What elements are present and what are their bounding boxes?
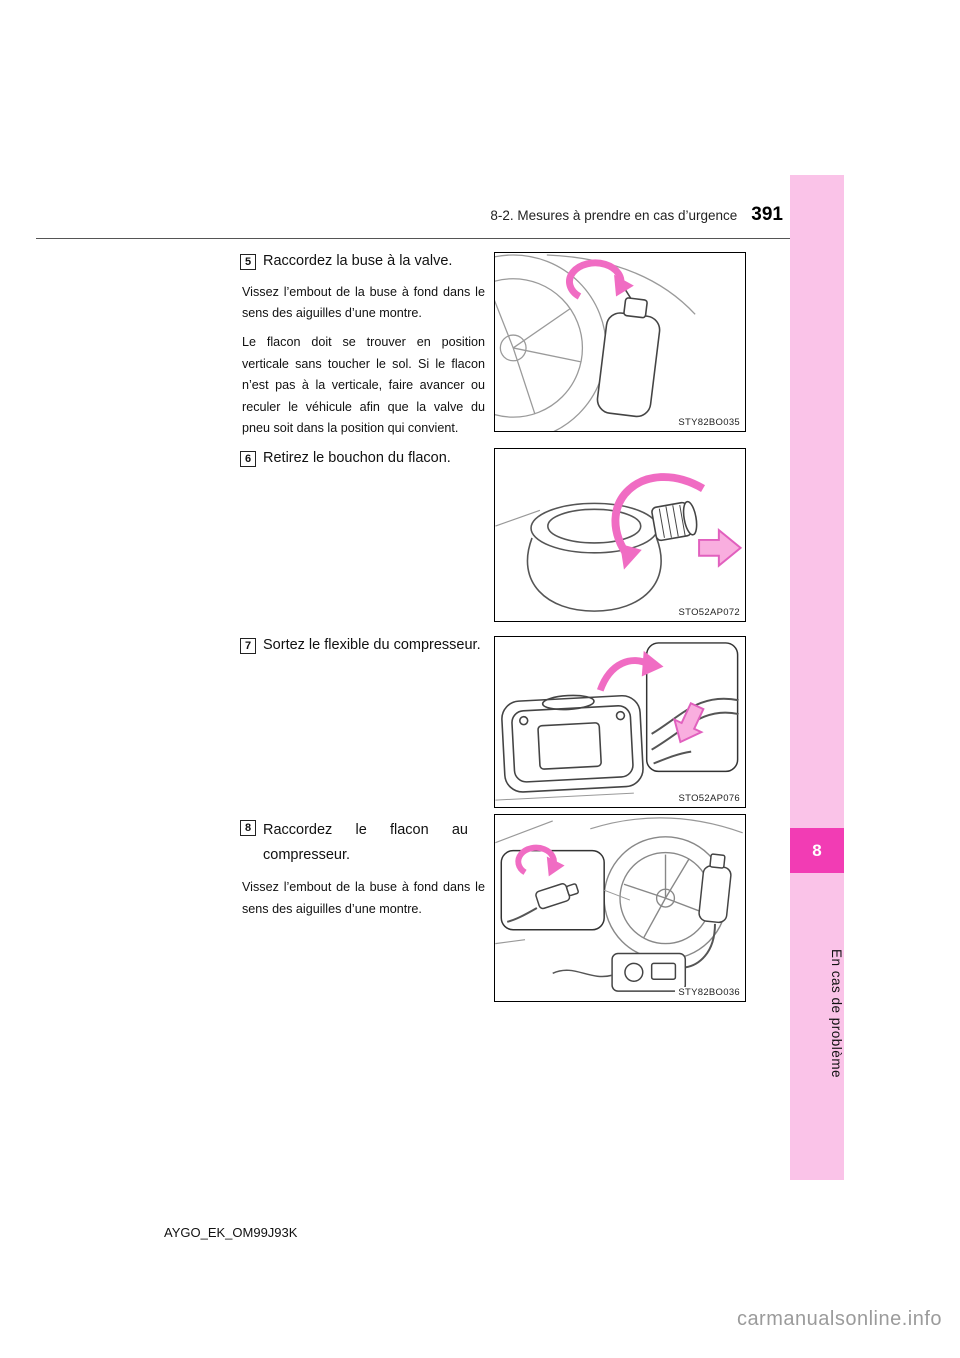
figure-code: STY82BO035 xyxy=(675,417,740,428)
step-5-title: Raccordez la buse à la valve. xyxy=(263,253,453,269)
step-8-paragraph-1: Vissez l’embout de la buse à fond dans le sens des aiguilles d’une montre. xyxy=(242,880,485,916)
page-header xyxy=(0,204,783,226)
step-5-paragraph-2: Le flacon doit se trouver en position verticale sans toucher le sol. Si le flacon n’est pas à la verticale, faire avancer ou reculer le véhicule afin que la valve du pneu soit dans la position qui convient. xyxy=(242,335,485,435)
document-code: AYGO_EK_OM99J93K xyxy=(164,1225,298,1240)
step-8-head xyxy=(240,818,485,867)
chapter-label: En cas de problème xyxy=(829,949,844,1079)
figure-code: STO52AP072 xyxy=(676,607,740,618)
figure-compressor-hose xyxy=(494,636,746,808)
step-7-title: Sortez le flexible du compresseur. xyxy=(263,637,481,653)
section-title: 8-2. Mesures à prendre en cas d’urgence xyxy=(490,208,738,223)
step-5 xyxy=(240,252,485,439)
compressor-hose-illustration xyxy=(495,637,745,807)
figure-code: STO52AP076 xyxy=(676,793,740,804)
figure-nozzle-to-valve xyxy=(494,252,746,432)
figure-bottle-to-compressor xyxy=(494,814,746,1002)
step-5-number-box: 5 xyxy=(240,254,256,270)
step-5-head xyxy=(240,252,485,272)
step-7-number-box: 7 xyxy=(240,638,256,654)
bottle-to-compressor-illustration xyxy=(495,815,745,1001)
chapter-number: 8 xyxy=(812,840,822,860)
step-6-head xyxy=(240,449,485,469)
step-7 xyxy=(240,636,485,656)
figure-bottle-cap xyxy=(494,448,746,622)
step-8 xyxy=(240,818,485,920)
header-rule xyxy=(36,238,790,239)
step-6-number-box: 6 xyxy=(240,451,256,467)
step-8-number-box: 8 xyxy=(240,820,256,836)
step-6-title: Retirez le bouchon du flacon. xyxy=(263,450,451,466)
step-6 xyxy=(240,449,485,469)
chapter-tab xyxy=(790,828,844,873)
watermark: carmanualsonline.info xyxy=(736,1308,942,1330)
page-number: 391 xyxy=(751,204,783,225)
step-5-paragraph-1: Vissez l’embout de la buse à fond dans le sens des aiguilles d’une montre. xyxy=(242,284,485,320)
bottle-cap-illustration xyxy=(495,449,745,621)
nozzle-to-valve-illustration xyxy=(495,253,745,431)
figure-code: STY82BO036 xyxy=(675,987,740,998)
step-7-head xyxy=(240,636,485,656)
step-8-title: Raccordez le flacon au compresseur. xyxy=(263,822,468,863)
